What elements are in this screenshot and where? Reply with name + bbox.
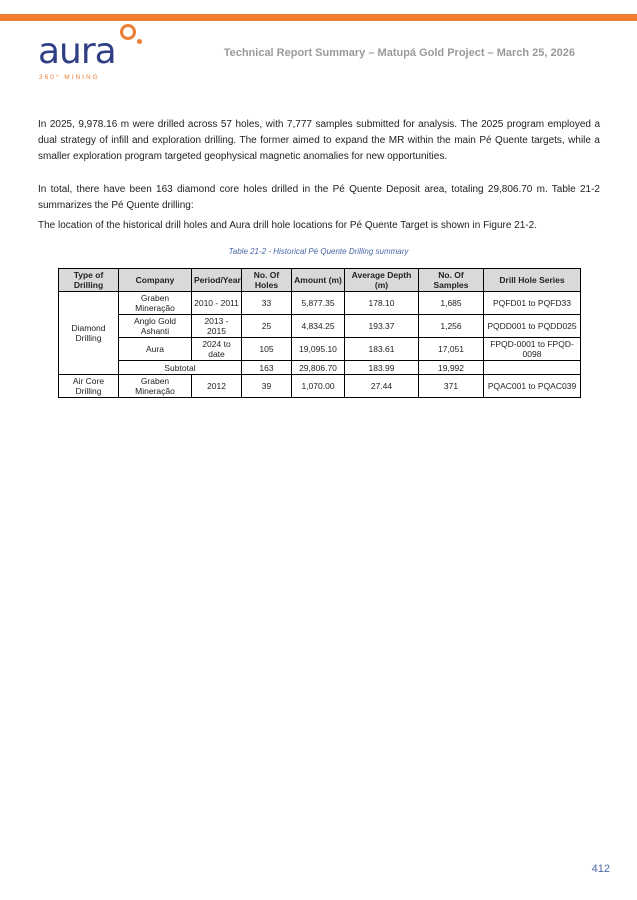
- aura-logo: [38, 24, 158, 84]
- paragraph-figure-reference: The location of the historical drill holes and Aura drill hole locations for Pé Quente Target is shown in Figure 21-2.: [38, 220, 537, 231]
- column-header: Amount (m): [292, 269, 345, 292]
- amount-cell: 29,806.70: [292, 361, 345, 375]
- amount-cell: 19,095.10: [292, 338, 345, 361]
- avg-depth-cell: 193.37: [345, 315, 419, 338]
- holes-cell: 33: [242, 292, 292, 315]
- amount-cell: 4,834.25: [292, 315, 345, 338]
- avg-depth-cell: 183.61: [345, 338, 419, 361]
- amount-cell: 5,877.35: [292, 292, 345, 315]
- samples-cell: 17,051: [419, 338, 484, 361]
- series-cell: PQAC001 to PQAC039: [484, 375, 581, 398]
- series-cell: FPQD-0001 to FPQD-0098: [484, 338, 581, 361]
- subtotal-row: [59, 361, 581, 375]
- samples-cell: 1,685: [419, 292, 484, 315]
- table-row: [59, 338, 581, 361]
- logo-dot-icon: [137, 39, 142, 44]
- series-cell: PQFD01 to PQFD33: [484, 292, 581, 315]
- period-cell: 2010 - 2011: [192, 292, 242, 315]
- samples-cell: 1,256: [419, 315, 484, 338]
- column-header: Average Depth (m): [345, 269, 419, 292]
- column-header: Drill Hole Series: [484, 269, 581, 292]
- logo-tagline: 360° MINING: [39, 74, 100, 81]
- amount-cell: 1,070.00: [292, 375, 345, 398]
- paragraph-2025-program: In 2025, 9,978.16 m were drilled across 57 holes, with 7,777 samples submitted for analysis. The 2025 program employed a dual strategy of infill and exploration drilling. The former aimed to expand the MR within the main Pé Quente targets, while a smaller exploration program targeted geophysical magnetic anomalies for new opportunities.: [38, 119, 600, 162]
- drilling-type-cell: Air Core Drilling: [59, 375, 119, 398]
- avg-depth-cell: 183.99: [345, 361, 419, 375]
- logo-ring-icon: [120, 24, 136, 40]
- table-row: [59, 292, 581, 315]
- holes-cell: 163: [242, 361, 292, 375]
- samples-cell: 371: [419, 375, 484, 398]
- company-cell: Aura: [119, 338, 192, 361]
- series-cell: [484, 361, 581, 375]
- series-cell: PQDD001 to PQDD025: [484, 315, 581, 338]
- table-row: [59, 375, 581, 398]
- drilling-type-cell: Diamond Drilling: [59, 292, 119, 375]
- period-cell: 2012: [192, 375, 242, 398]
- column-header: Company: [119, 269, 192, 292]
- report-title: Technical Report Summary – Matupá Gold Project – March 25, 2026: [223, 47, 575, 59]
- period-cell: 2013 - 2015: [192, 315, 242, 338]
- column-header: Type of Drilling: [59, 269, 119, 292]
- column-header: Period/Year: [192, 269, 242, 292]
- company-cell: Anglo Gold Ashanti: [119, 315, 192, 338]
- table-header-row: [59, 269, 581, 292]
- logo-word: aura: [38, 31, 116, 72]
- avg-depth-cell: 178.10: [345, 292, 419, 315]
- samples-cell: 19,992: [419, 361, 484, 375]
- table-row: [59, 315, 581, 338]
- header-accent-bar: [0, 14, 637, 21]
- holes-cell: 105: [242, 338, 292, 361]
- avg-depth-cell: 27.44: [345, 375, 419, 398]
- column-header: No. Of Samples: [419, 269, 484, 292]
- column-header: No. Of Holes: [242, 269, 292, 292]
- company-cell: Graben Mineração: [119, 375, 192, 398]
- holes-cell: 39: [242, 375, 292, 398]
- subtotal-label: Subtotal: [119, 361, 242, 375]
- paragraph-total-drilling: In total, there have been 163 diamond core holes drilled in the Pé Quente Deposit area, totaling 29,806.70 m. Table 21-2 summarizes the Pé Quente drilling:: [38, 184, 600, 211]
- holes-cell: 25: [242, 315, 292, 338]
- table-caption: Table 21-2 - Historical Pé Quente Drilling summary: [228, 247, 409, 256]
- page-number: 412: [591, 863, 610, 875]
- drilling-summary-table: [58, 268, 581, 398]
- company-cell: Graben Mineração: [119, 292, 192, 315]
- period-cell: 2024 to date: [192, 338, 242, 361]
